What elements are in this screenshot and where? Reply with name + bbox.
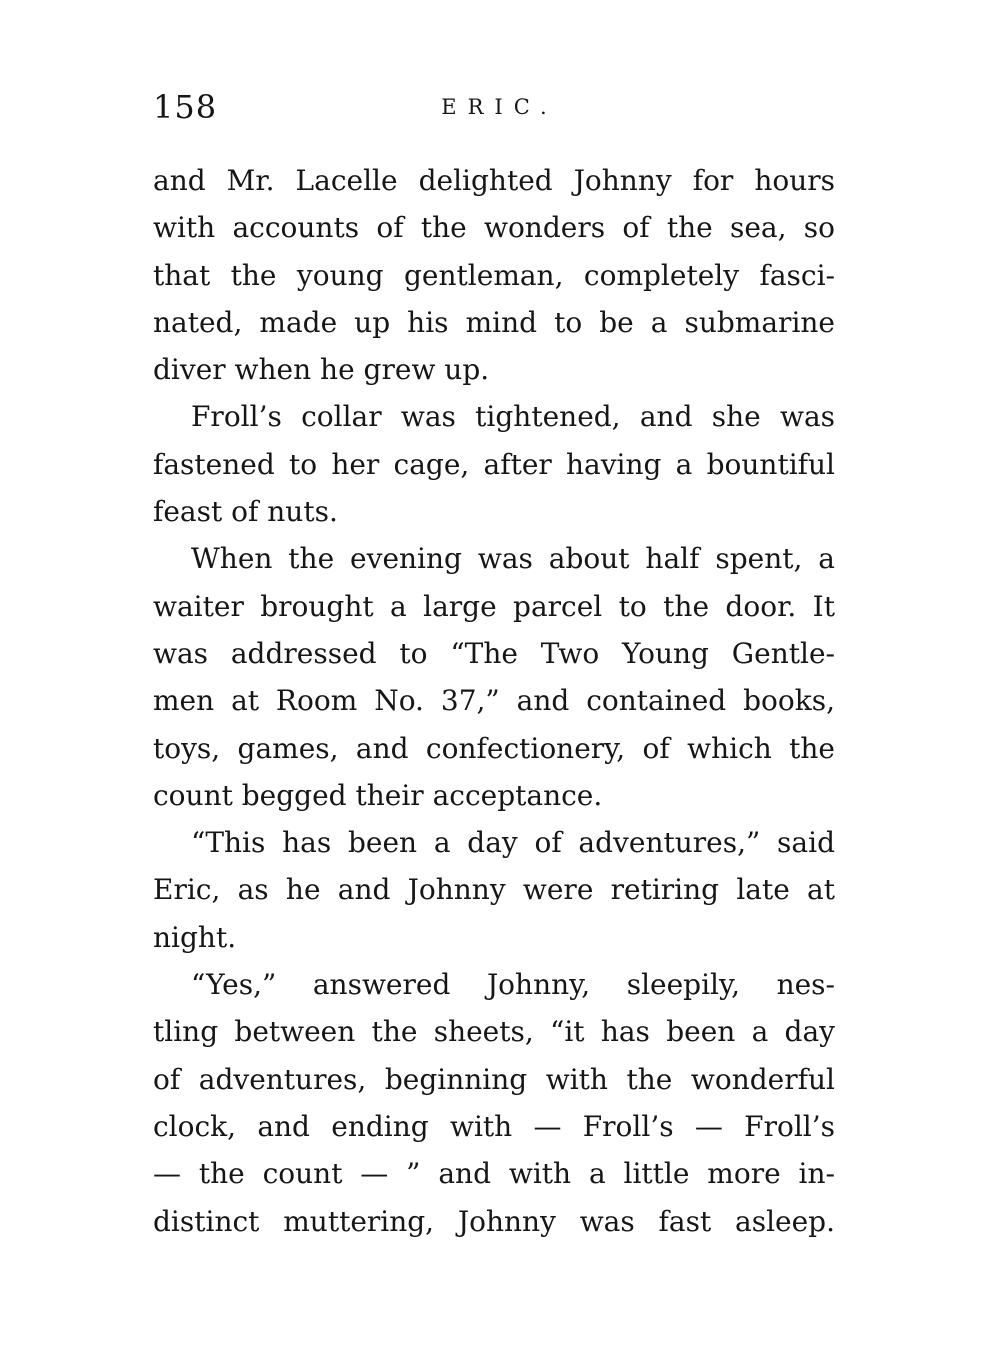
text-line: with accounts of the wonders of the sea, so — [153, 211, 835, 245]
body-text — [153, 157, 835, 1245]
text-line: clock, and ending with — Froll’s — Froll’s — [153, 1109, 835, 1143]
text-line: Eric, as he and Johnny were retiring late at — [153, 873, 835, 907]
text-line: When the evening was about half spent, a — [191, 542, 835, 576]
text-line: waiter brought a large parcel to the door. It — [153, 589, 835, 623]
text-line: Froll’s collar was tightened, and she was — [191, 400, 835, 434]
running-head — [153, 88, 835, 132]
text-line: feast of nuts. — [153, 495, 338, 529]
text-line: distinct muttering, Johnny was fast asleep. — [153, 1204, 835, 1238]
paragraph — [153, 961, 835, 1245]
text-line: and Mr. Lacelle delighted Johnny for hours — [153, 164, 835, 197]
text-line: toys, games, and confectionery, of which the — [153, 731, 835, 765]
text-line: diver when he grew up. — [153, 353, 490, 387]
text-line: count begged their acceptance. — [153, 778, 603, 812]
text-line: “This has been a day of adventures,” said — [191, 826, 835, 860]
text-line: men at Room No. 37,” and contained books, — [153, 684, 835, 718]
text-line: — the count — ” and with a little more in- — [153, 1157, 835, 1191]
paragraph — [153, 535, 835, 819]
text-line: nated, made up his mind to be a submarine — [153, 305, 835, 339]
text-line: was addressed to “The Two Young Gentle- — [153, 636, 835, 670]
text-line: that the young gentleman, completely fasci- — [153, 258, 835, 292]
text-line: night. — [153, 920, 237, 954]
paragraph — [153, 157, 835, 393]
text-line: of adventures, beginning with the wonderful — [153, 1062, 835, 1096]
page-number: 158 — [153, 88, 218, 126]
running-title: ERIC. — [441, 95, 558, 119]
text-line: “Yes,” answered Johnny, sleepily, nes- — [191, 968, 835, 1002]
paragraph — [153, 393, 835, 535]
text-line: fastened to her cage, after having a bountiful — [153, 447, 835, 481]
paragraph — [153, 819, 835, 961]
text-line: tling between the sheets, “it has been a day — [153, 1015, 835, 1049]
